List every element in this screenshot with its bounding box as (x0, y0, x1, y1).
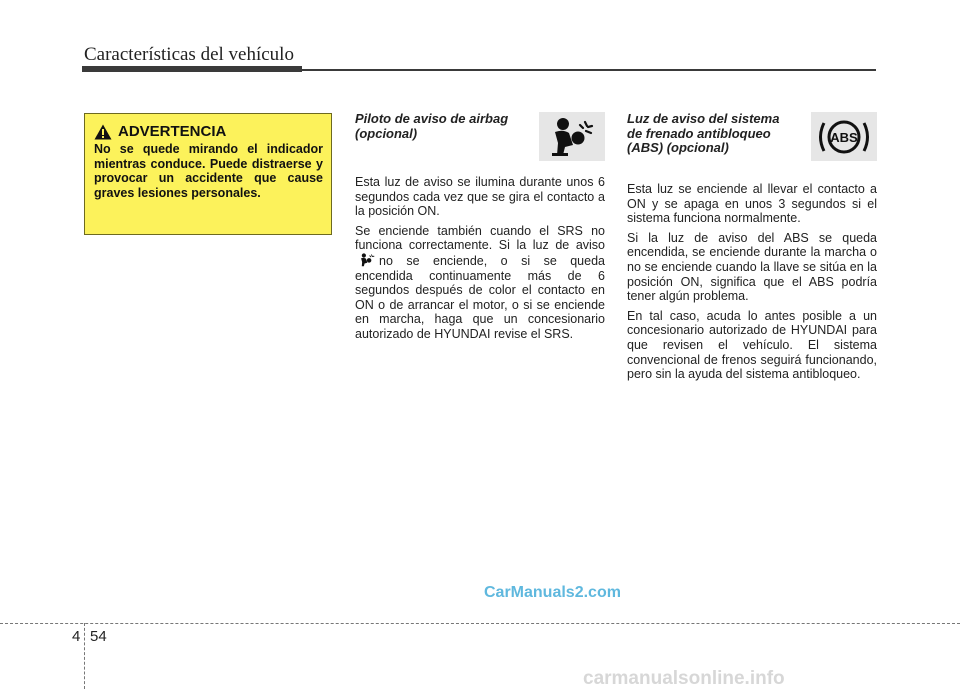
abs-title-line1: Luz de aviso del sistema (627, 111, 780, 126)
footer-divider (84, 623, 85, 689)
airbag-paragraph-1: Esta luz de aviso se ilumina durante unos 6 segundos cada vez que se gira el contacto a la posición ON. (355, 175, 605, 219)
airbag-warning-icon (549, 117, 595, 157)
abs-title-line2: de frenado antibloqueo (627, 125, 771, 141)
warning-triangle-icon (94, 124, 112, 140)
abs-icon-label: ABS (830, 129, 858, 145)
abs-section-head (627, 112, 877, 182)
abs-warning-icon (814, 115, 874, 159)
watermark-carmanualsonline[interactable]: carmanualsonline.info (583, 668, 785, 689)
abs-paragraph-3: En tal caso, acuda lo antes posible a un concesionario autorizado de HYUNDAI para que revisen el vehículo. El sistema convencional de frenos seguirá funcionando, pero sin la ayuda del sistema antibloqueo. (627, 308, 877, 382)
header-rule-thin (302, 69, 876, 71)
abs-paragraph-1: Esta luz se enciende al llevar el contacto a ON y se apaga en unos 3 segundos si el sistema funciona normalmente. (627, 182, 877, 226)
warning-head (94, 123, 323, 140)
abs-paragraph-2: Si la luz de aviso del ABS se queda encendida, se enciende durante la marcha o no se enciende cuando la llave se sitúa en la posición ON, significa que el ABS podría tener algún problema. (627, 230, 877, 304)
airbag-paragraph-2-start: Se enciende también cuando el SRS no funciona correctamente. Si la luz de aviso (355, 223, 605, 253)
warning-text: No se quede mirando el indicador mientras conduce. Puede distraerse y provocar un accidente que cause graves lesiones personales. (94, 142, 323, 200)
page-chapter: 4 (72, 628, 81, 645)
warning-box (84, 113, 332, 235)
header-rule-thick (82, 66, 302, 72)
abs-section-title (627, 112, 802, 156)
warning-title: ADVERTENCIA (118, 123, 227, 140)
airbag-inline-icon (359, 253, 375, 267)
page-number: 54 (90, 628, 107, 645)
airbag-section (355, 112, 605, 347)
airbag-paragraph-2-end: no se enciende, o si se queda encendida continuamente más de 6 segundos después de color el contacto en ON o de arrancar el motor, o si se enciende en marcha, haga que un concesionario autorizado de HYUNDAI revise el SRS. (355, 253, 605, 341)
footer-rule (0, 623, 960, 624)
abs-section (627, 112, 877, 387)
airbag-paragraph-2 (355, 224, 605, 342)
airbag-icon-box (539, 112, 605, 161)
abs-title-line3: (ABS) (opcional) (627, 140, 729, 155)
airbag-section-title (355, 112, 530, 141)
airbag-title-line2: (opcional) (355, 125, 418, 141)
abs-icon-box (811, 112, 877, 161)
airbag-title-line1: Piloto de aviso de airbag (355, 111, 509, 126)
airbag-section-head (355, 112, 605, 164)
watermark-carmanuals2[interactable]: CarManuals2.com (484, 584, 621, 601)
page-header-title: Características del vehículo (84, 44, 294, 65)
